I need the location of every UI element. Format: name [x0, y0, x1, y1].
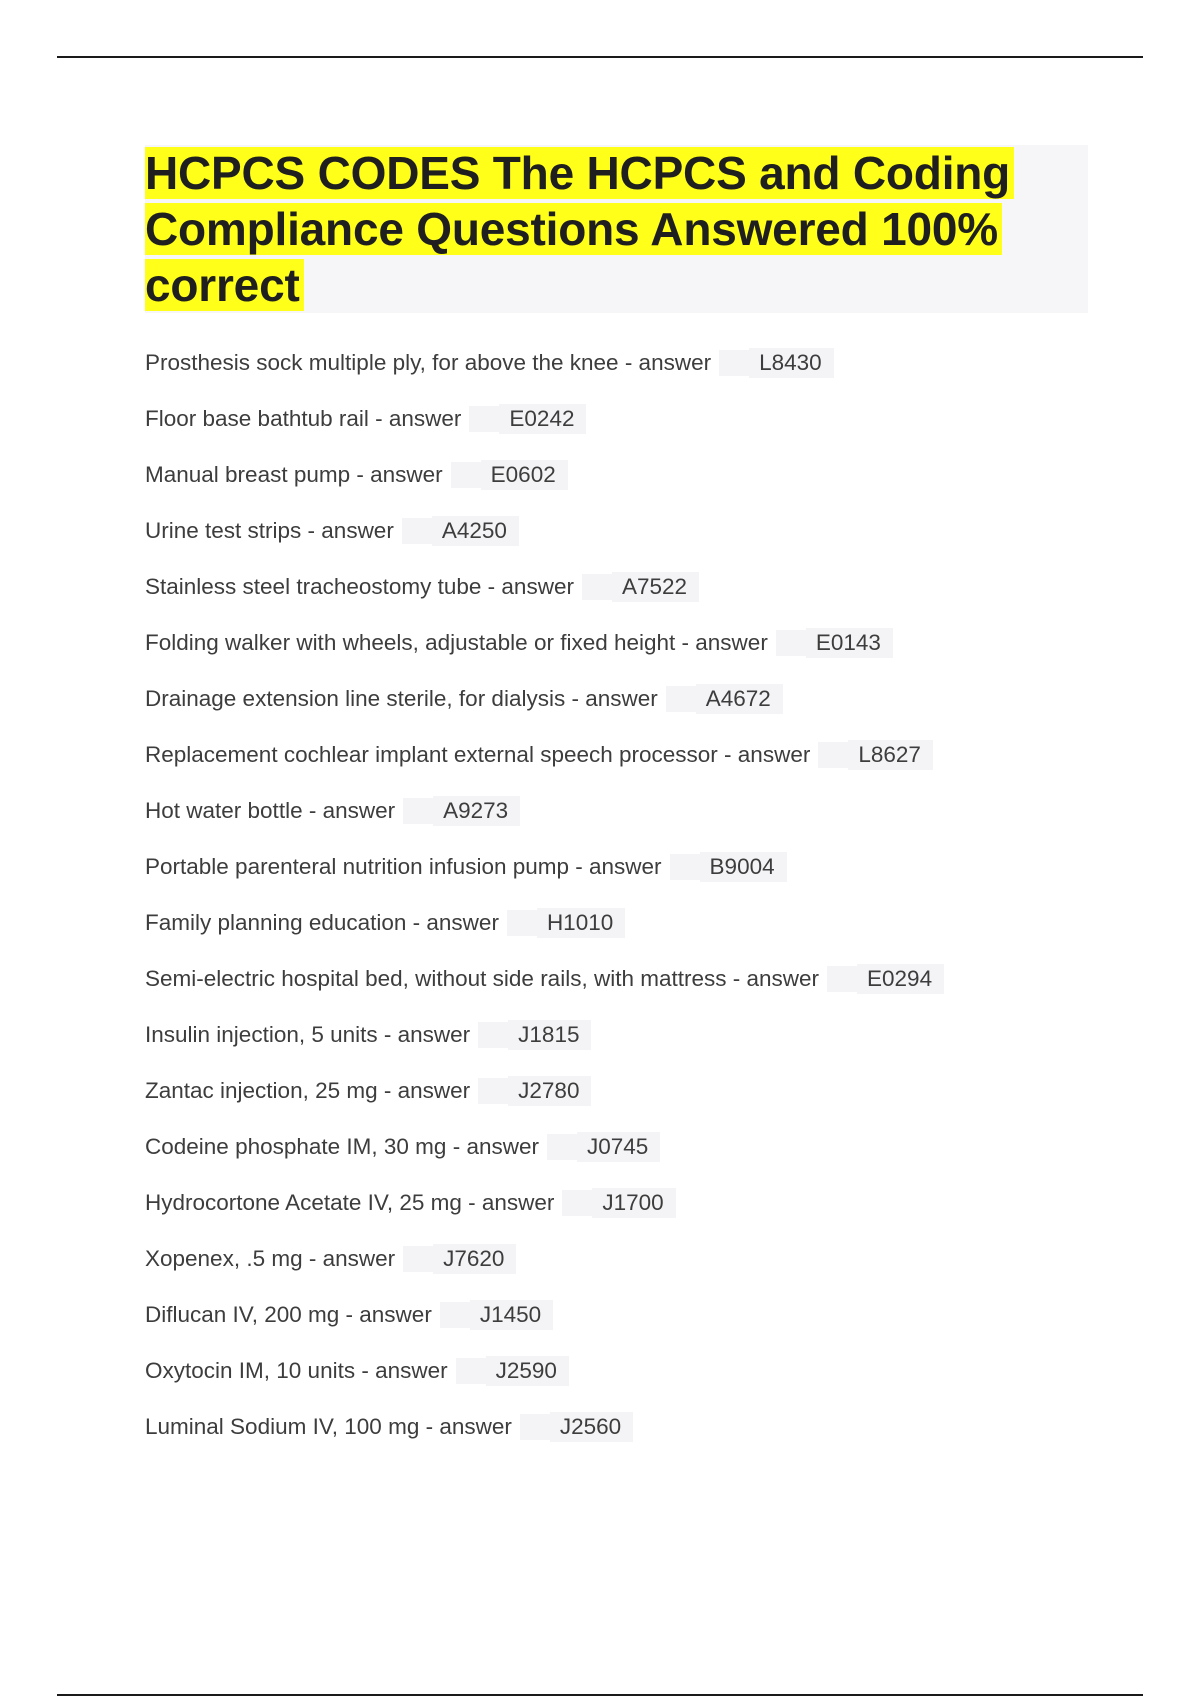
answer-code: E0294 [857, 964, 944, 994]
answer-code: L8430 [749, 348, 834, 378]
answer-code: J2590 [486, 1356, 569, 1386]
answer-spacer [507, 910, 537, 936]
list-item [145, 839, 1145, 895]
question-text: Folding walker with wheels, adjustable or fixed height - answer [145, 630, 768, 655]
question-text: Urine test strips - answer [145, 518, 394, 543]
list-item [145, 1287, 1145, 1343]
list-item [145, 671, 1145, 727]
answer-spacer [451, 462, 481, 488]
title-highlight: HCPCS CODES The HCPCS and Coding Compliance Questions Answered 100% correct [145, 147, 1014, 311]
answer-code: A9273 [433, 796, 520, 826]
answer-spacer [403, 1246, 433, 1272]
answer-code: A7522 [612, 572, 699, 602]
qa-list [145, 335, 1145, 1455]
list-item [145, 615, 1145, 671]
top-rule [57, 56, 1143, 58]
title-block [145, 145, 1088, 313]
answer-spacer [547, 1134, 577, 1160]
answer-spacer [827, 966, 857, 992]
list-item [145, 1007, 1145, 1063]
answer-spacer [402, 518, 432, 544]
answer-spacer [776, 630, 806, 656]
answer-code: J1815 [508, 1020, 591, 1050]
answer-spacer [478, 1078, 508, 1104]
question-text: Oxytocin IM, 10 units - answer [145, 1358, 448, 1383]
list-item [145, 1399, 1145, 1455]
answer-spacer [582, 574, 612, 600]
answer-spacer [403, 798, 433, 824]
list-item [145, 559, 1145, 615]
answer-spacer [469, 406, 499, 432]
answer-code: J0745 [577, 1132, 660, 1162]
answer-spacer [666, 686, 696, 712]
answer-code: B9004 [700, 852, 787, 882]
question-text: Manual breast pump - answer [145, 462, 443, 487]
list-item [145, 391, 1145, 447]
question-text: Replacement cochlear implant external speech processor - answer [145, 742, 811, 767]
list-item [145, 1343, 1145, 1399]
question-text: Hydrocortone Acetate IV, 25 mg - answer [145, 1190, 555, 1215]
question-text: Prosthesis sock multiple ply, for above the knee - answer [145, 350, 712, 375]
bottom-rule [57, 1694, 1143, 1696]
question-text: Xopenex, .5 mg - answer [145, 1246, 396, 1271]
list-item [145, 503, 1145, 559]
list-item [145, 783, 1145, 839]
question-text: Diflucan IV, 200 mg - answer [145, 1302, 432, 1327]
list-item [145, 1063, 1145, 1119]
answer-code: H1010 [537, 908, 625, 938]
question-text: Insulin injection, 5 units - answer [145, 1022, 471, 1047]
answer-code: J2560 [550, 1412, 633, 1442]
answer-code: J1450 [470, 1300, 553, 1330]
answer-spacer [562, 1190, 592, 1216]
question-text: Codeine phosphate IM, 30 mg - answer [145, 1134, 539, 1159]
question-text: Floor base bathtub rail - answer [145, 406, 462, 431]
question-text: Drainage extension line sterile, for dialysis - answer [145, 686, 658, 711]
list-item [145, 727, 1145, 783]
answer-code: E0143 [806, 628, 893, 658]
list-item [145, 895, 1145, 951]
answer-code: J2780 [508, 1076, 591, 1106]
answer-code: J7620 [433, 1244, 516, 1274]
answer-spacer [520, 1414, 550, 1440]
answer-code: A4672 [696, 684, 783, 714]
question-text: Hot water bottle - answer [145, 798, 396, 823]
list-item [145, 951, 1145, 1007]
list-item [145, 1119, 1145, 1175]
answer-code: A4250 [432, 516, 519, 546]
answer-code: J1700 [592, 1188, 675, 1218]
answer-code: L8627 [848, 740, 933, 770]
document-title [145, 145, 1088, 313]
answer-code: E0602 [481, 460, 568, 490]
answer-code: E0242 [499, 404, 586, 434]
answer-spacer [440, 1302, 470, 1328]
list-item [145, 1175, 1145, 1231]
answer-spacer [456, 1358, 486, 1384]
answer-spacer [478, 1022, 508, 1048]
question-text: Portable parenteral nutrition infusion pump - answer [145, 854, 662, 879]
question-text: Stainless steel tracheostomy tube - answer [145, 574, 574, 599]
answer-spacer [818, 742, 848, 768]
list-item [145, 447, 1145, 503]
question-text: Zantac injection, 25 mg - answer [145, 1078, 471, 1103]
question-text: Luminal Sodium IV, 100 mg - answer [145, 1414, 512, 1439]
list-item [145, 335, 1145, 391]
answer-spacer [670, 854, 700, 880]
question-text: Family planning education - answer [145, 910, 499, 935]
list-item [145, 1231, 1145, 1287]
question-text: Semi-electric hospital bed, without side rails, with mattress - answer [145, 966, 820, 991]
answer-spacer [719, 350, 749, 376]
